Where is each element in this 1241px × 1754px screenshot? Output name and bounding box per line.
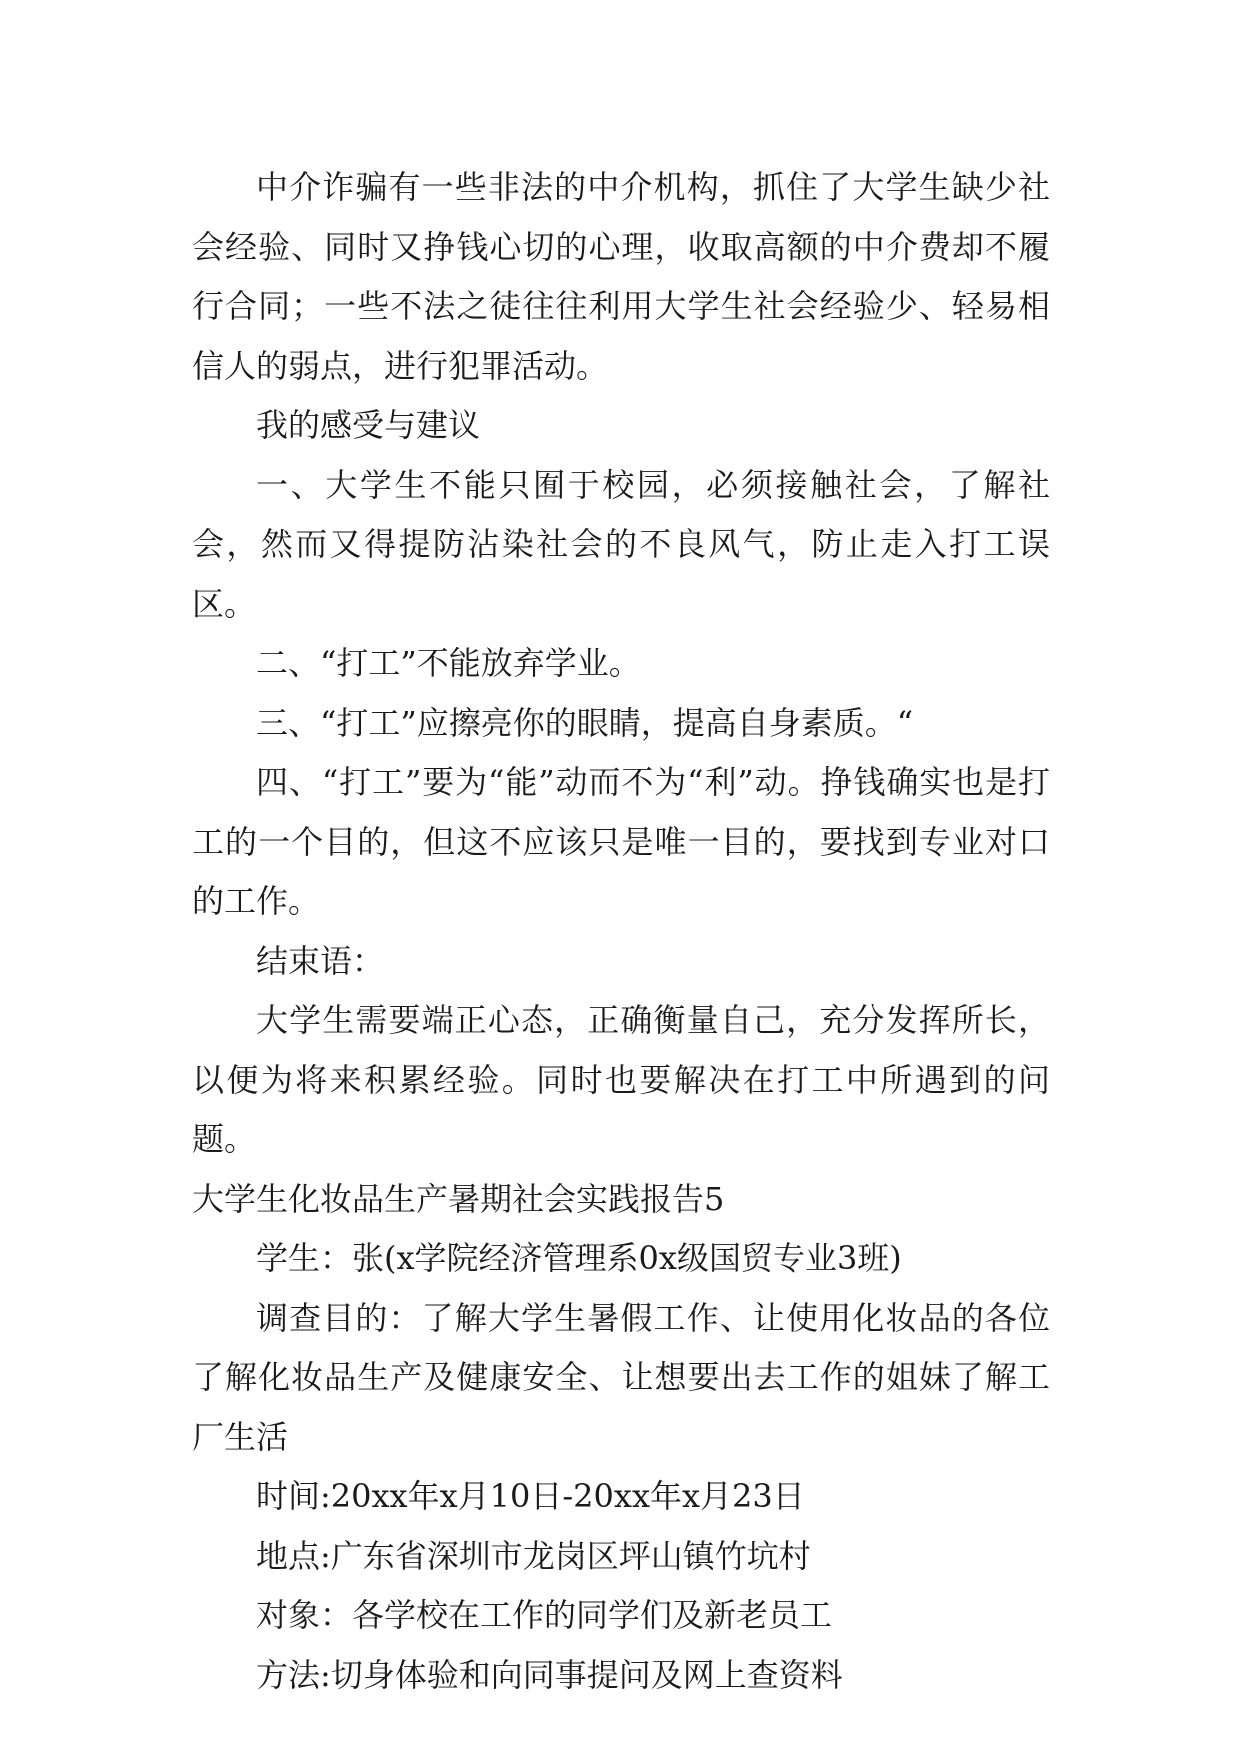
document-body <box>192 158 1050 1705</box>
paragraph-conclusion: 大学生需要端正心态，正确衡量自己，充分发挥所长，以便为将来积累经验。同时也要解决在打工中所遇到的问题。 <box>192 1001 1050 1158</box>
survey-subjects: 对象：各学校在工作的同学们及新老员工 <box>256 1596 833 1634</box>
suggestion-two: 二、“打工”不能放弃学业。 <box>256 644 641 682</box>
suggestion-four: 四、“打工”要为“能”动而不为“利”动。挣钱确实也是打工的一个目的，但这不应该只是唯一目的，要找到专业对口的工作。 <box>192 763 1050 920</box>
survey-time: 时间:20xx年x月10日-20xx年x月23日 <box>256 1477 805 1515</box>
suggestion-one: 一、大学生不能只囿于校园，必须接触社会，了解社会，然而又得提防沾染社会的不良风气，防止走入打工误区。 <box>192 465 1050 623</box>
suggestion-three: 三、“打工”应擦亮你的眼睛，提高自身素质。“ <box>256 703 914 742</box>
heading-conclusion: 结束语： <box>256 941 385 980</box>
paragraph-agency-fraud: 中介诈骗有一些非法的中介机构，抓住了大学生缺少社会经验、同时又挣钱心切的心理，收取高额的中介费却不履行合同；一些不法之徒往往利用大学生社会经验少、轻易相信人的弱点，进行犯罪活动。 <box>192 168 1050 385</box>
survey-method: 方法:切身体验和向同事提问及网上查资料 <box>256 1655 843 1694</box>
report-title: 大学生化妆品生产暑期社会实践报告5 <box>192 1179 725 1218</box>
survey-location: 地点:广东省深圳市龙岗区坪山镇竹坑村 <box>256 1536 811 1575</box>
heading-feelings-suggestions: 我的感受与建议 <box>256 406 481 444</box>
survey-purpose: 调查目的：了解大学生暑假工作、让使用化妆品的各位了解化妆品生产及健康安全、让想要出去工作的姐妹了解工厂生活 <box>192 1298 1050 1456</box>
student-line: 学生：张(x学院经济管理系0x级国贸专业3班) <box>256 1239 902 1277</box>
